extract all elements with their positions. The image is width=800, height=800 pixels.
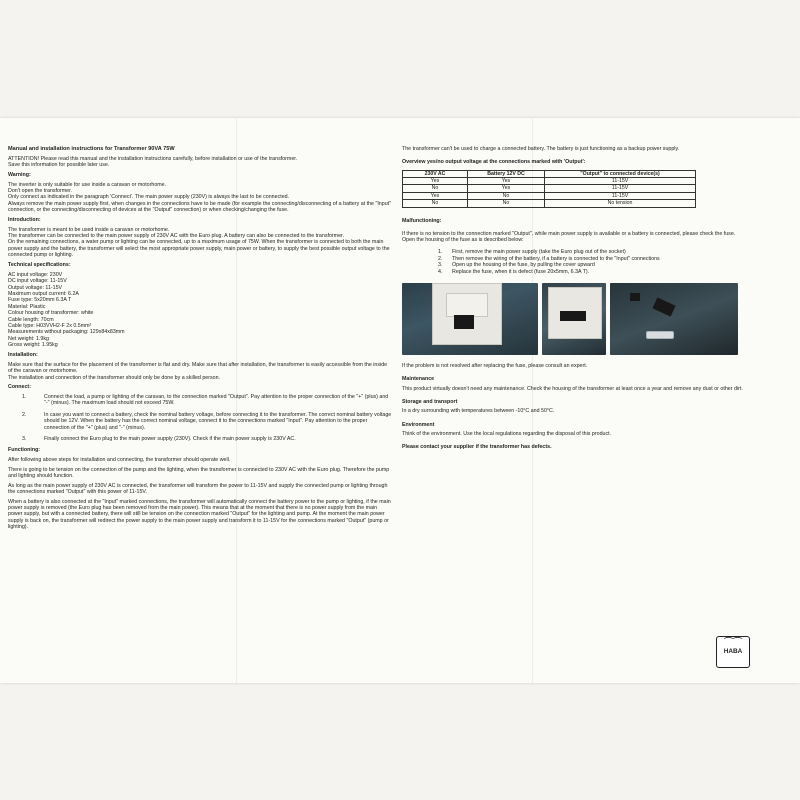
environment-text: Think of the environment. Use the local regulations regarding the disposal of this product.: [402, 431, 612, 438]
environment-heading: Environment: [402, 421, 435, 428]
malfunction-text: If there is no tension to the connection marked "Output", while main power supply is available or a battery is connected, please check the fuse. Open the housing of the fuse as is described below:: [402, 230, 736, 244]
table-row: Yes Yes 11-15V: [403, 177, 696, 184]
logo-figures-icon: ⌒⌒: [723, 637, 742, 647]
functioning-paragraph: There is going to be tension on the connection of the pump and the lighting, when the transformer is connected to 230V AC with the Euro plug. Therefore the pump and lighting should function.: [8, 466, 390, 480]
warning-heading: Warning:: [8, 171, 31, 178]
attention-block: ATTENTION! Please read this manual and the installation instructions carefully, before installation or use of the transformer. Save this information for possible later use.: [8, 155, 298, 168]
introduction-text: The transformer is meant to be used inside a caravan or motorhome. The transformer can be connected to the main power supply of 230V AC with the Euro plug. A battery can also be connected to the transformer. On the remaining connections, a water pump or lighting can be connected, up to a maximum usage of 75W. When the transformer is connected to both the main power supply and the battery, the transformer will select the most appropriate power supply, main power or battery, to supply the best possible output voltage to the connected pump or lighting.: [8, 226, 390, 259]
fuse-cover-photo: [542, 283, 606, 355]
connect-step: 2. In case you want to connect a battery, check the nominal battery voltage, before connecting it to the transformer. The correct nominal battery voltage should be 12V. When the battery has the correct nominal voltage, connect it to the connections marked "Input". Pay attention to the proper connection of the "+" (plus) and "-" (minus).: [22, 411, 392, 431]
fuse-step: 4. Replace the fuse, when it is defect (fuse 20x5mm, 6.3A T).: [438, 268, 590, 275]
table-header: "Output" to connected device(s): [545, 170, 696, 177]
installation-text: Make sure that the surface for the placement of the transformer is flat and dry. Make sure that after installation, the transformer is easily accessible from the inside of the caravan or motorhome. The installation and connection of the transformer should only be done by a skilled person.: [8, 361, 388, 381]
fuse-steps: [438, 249, 750, 275]
fuse-step: 1. First, remove the main power supply (take the Euro plug out of the socket): [438, 249, 626, 256]
transformer-photo: [402, 283, 538, 355]
functioning-heading: Functioning:: [8, 447, 41, 454]
functioning-paragraph: After following above steps for installation and connecting, the transformer should operate well.: [8, 457, 231, 464]
table-row: No Yes 11-15V: [403, 185, 696, 192]
fuse-photos: [402, 283, 750, 355]
connect-step: 3. Finally connect the Euro plug to the main power supply (230V). Check if the main power supply is 230V AC.: [22, 436, 296, 443]
introduction-heading: Introduction:: [8, 217, 41, 224]
output-table: [402, 170, 696, 208]
fuse-step: 3. Open up the housing of the fuse, by pulling the cover upward: [438, 262, 595, 269]
functioning-paragraph: When a battery is also connected at the "Input" marked connections, the transformer will automatically connect the battery power to the pump or lighting, if the main power supply is removed (the Euro plug has been removed from the main power). This means that at the moment that there is no power supply from the main power supply, but with a connected battery, there will still be tension on the connection marked "Output" for the lighting and pump. At the moment the main power supply is back on, the transformer will redirect the power supply to the main power supply and transform it to 11-15V for the connections marked "Output" (pump or lighting).: [8, 498, 391, 531]
fuse-parts-photo: [610, 283, 738, 355]
overview-heading: Overview yes/no output voltage at the connections marked with 'Output':: [402, 159, 586, 166]
logo-text: HABA: [723, 648, 743, 655]
connect-heading: Connect:: [8, 384, 31, 391]
right-column: [402, 146, 750, 454]
maintenance-text: This product virtually doesn't need any maintenance. Check the housing of the transformer at least once a year and remove any dust or other dirt.: [402, 385, 743, 392]
document-title: Manual and installation instructions for Transformer 90VA 75W: [8, 146, 175, 152]
table-row: Yes No 11-15V: [403, 192, 696, 199]
backup-note: The transformer can't be used to charge a connected battery. The battery is just functioning as a backup power supply.: [402, 146, 680, 152]
specs-list: AC input voltage: 230V DC input voltage: 11-15V Output voltage: 11-15V Maximum output current: 6.2A Fuse type: 5x20mm 6.3A T Material: Plastic Colour housing of transformer: white Cable length: 70cm Cable type: H03VVH2-F 2x 0.5mm² Measurements without packaging: 129x84x83mm Net weight: 1.9kg Gross weight: 1.95kg: [8, 271, 125, 349]
left-column: [8, 146, 392, 534]
storage-text: In a dry surrounding with temperatures between -10°C and 50°C.: [402, 408, 555, 415]
haba-logo: [716, 636, 750, 668]
contact-note: Please contact your supplier if the transformer has defects.: [402, 444, 552, 451]
maintenance-heading: Maintenance: [402, 376, 435, 383]
malfunction-heading: Malfunctioning:: [402, 217, 442, 224]
storage-heading: Storage and transport: [402, 398, 458, 405]
table-header: Battery 12V DC: [468, 170, 545, 177]
specs-heading: Technical specifications:: [8, 262, 71, 269]
warning-text: The inverter is only suitable for use inside a caravan or motorhome. Don't open the transformer. Only connect as indicated in the paragraph 'Connect'. The main power supply (230V) is always the last to be connected. Always remove the main power supply first, when changes in the connections have to be made (for example the connecting/disconnecting of a battery at the "Input" connection, or the connecting/disconnecting of devices at the "Output" connection) or when checking/changing the fuse.: [8, 181, 392, 214]
table-header: 230V AC: [403, 170, 468, 177]
functioning-paragraph: As long as the main power supply of 230V AC is connected, the transformer will transform the power to 11-15V and supply the connected pump or lighting through the connections marked "Output" with this power of 11-15V.: [8, 482, 388, 496]
table-row: No No No tension: [403, 200, 696, 207]
fuse-step: 2. Then remove the wiring of the battery, if a battery is connected to the "Input" connections: [438, 255, 660, 262]
expert-note: If the problem is not resolved after replacing the fuse, please consult an expert.: [402, 363, 588, 370]
table-header-row: [403, 170, 696, 177]
installation-heading: Installation:: [8, 352, 38, 359]
connect-step: 1. Connect the load, a pump or lighting of the caravan, to the connection marked "Output". Pay attention to the proper connection of the "+" (plus) and "-" (minus). The maximum load should not exceed 75W.: [22, 394, 389, 407]
